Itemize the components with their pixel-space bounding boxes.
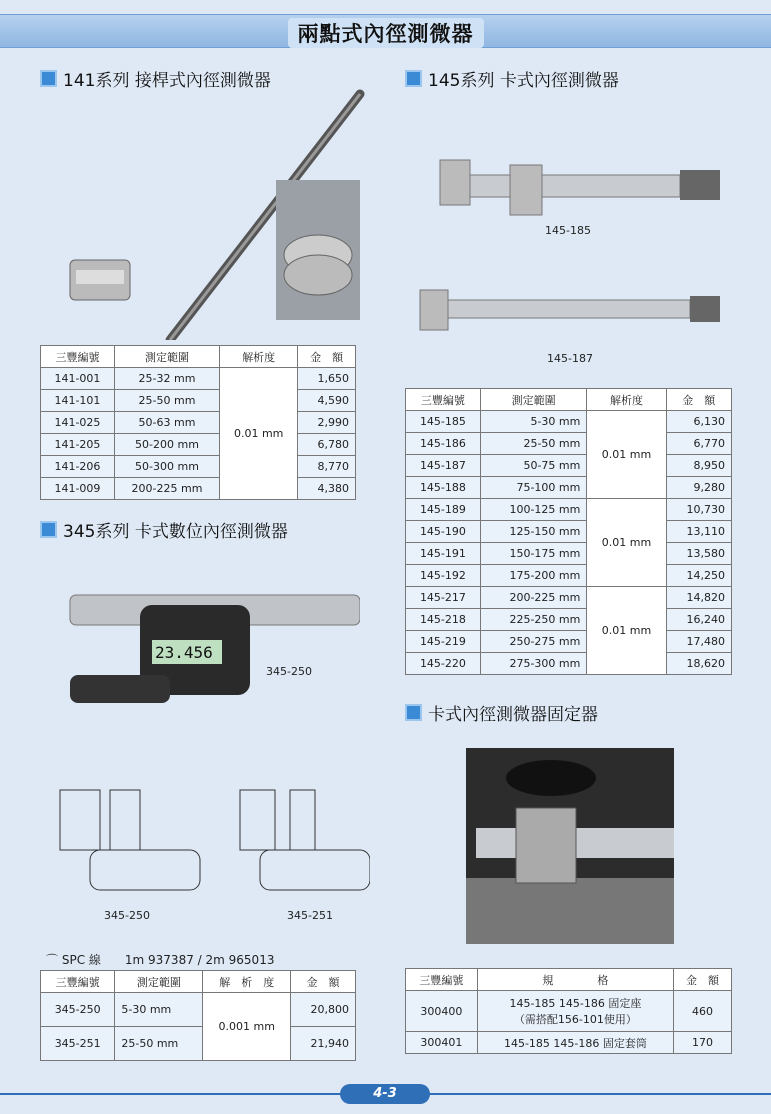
table-row: 145-190 125-150 mm 13,110: [406, 521, 732, 543]
table-row: 141-206 50-300 mm 8,770: [41, 456, 356, 478]
drawing-caption: 345-251: [287, 909, 333, 922]
table-row: 141-025 50-63 mm 2,990: [41, 412, 356, 434]
dimension-drawing: [40, 750, 370, 910]
table-345: 三豐編號 測定範圍 解 析 度 金 額 345-250 5-30 mm 0.001 mm 20,800 345-251 25-50 mm 21,940: [40, 970, 356, 1061]
spc-cable-info: ⌒ SPC 線 1m 937387 / 2m 965013: [46, 953, 275, 967]
table-holder: 三豐編號 規 格 金 額 300400 145-185 145-186 固定座 （需搭配156-101使用） 460 300401 145-185 145-186 固定套筒 170: [405, 968, 732, 1054]
bullet-square-icon: [405, 704, 422, 721]
table-row: 300401 145-185 145-186 固定套筒 170: [406, 1032, 732, 1054]
cable-icon: ⌒: [46, 953, 59, 967]
table-row: 300400 145-185 145-186 固定座 （需搭配156-101使用） 460: [406, 991, 732, 1032]
table-row: 145-220 275-300 mm 18,620: [406, 653, 732, 675]
table-row: 141-001 25-32 mm 0.01 mm 1,650: [41, 368, 356, 390]
table-row: 145-217 200-225 mm 0.01 mm 14,820: [406, 587, 732, 609]
table-141: 三豐編號 測定範圍 解析度 金 額 141-001 25-32 mm 0.01 mm 1,650 141-101 25-50 mm 4,590 141-025 50-63 mm 2,990 141-205 50-200 mm 6,780 141-206 50-300 mm 8,770 141-009 200-225 mm 4,380: [40, 345, 356, 500]
section-title-holder: 卡式內徑測微器固定器: [405, 700, 598, 725]
section-title-145: 145系列 卡式內徑測微器: [405, 66, 619, 91]
photo-caption: 345-250: [266, 665, 312, 678]
table-row: 145-189 100-125 mm 0.01 mm 10,730: [406, 499, 732, 521]
table-row: 145-218 225-250 mm 16,240: [406, 609, 732, 631]
table-row: 141-009 200-225 mm 4,380: [41, 478, 356, 500]
table-row: 345-251 25-50 mm 21,940: [41, 1027, 356, 1061]
page-number: 4-3: [340, 1084, 430, 1104]
table-row: 145-187 50-75 mm 8,950: [406, 455, 732, 477]
table-row: 145-219 250-275 mm 17,480: [406, 631, 732, 653]
table-row: 145-188 75-100 mm 9,280: [406, 477, 732, 499]
table-row: 145-186 25-50 mm 6,770: [406, 433, 732, 455]
lcd-display: 23.456: [155, 643, 213, 662]
table-row: 345-250 5-30 mm 0.001 mm 20,800: [41, 993, 356, 1027]
photo-caption: 145-187: [547, 352, 593, 365]
product-photo-345: [60, 565, 360, 715]
section-title-141: 141系列 接桿式內徑測微器: [40, 66, 271, 91]
table-row: 141-205 50-200 mm 6,780: [41, 434, 356, 456]
photo-caption: 145-185: [545, 224, 591, 237]
bullet-square-icon: [40, 521, 57, 538]
table-145: 三豐編號 測定範圍 解析度 金 額 145-185 5-30 mm 0.01 mm 6,130 145-186 25-50 mm 6,770 145-187 50-75 mm 8,950 145-188 75-100 mm 9,280 145-189 100-125 mm 0.01 mm 10,730 145-190 125-150 mm 13,110 145-191 150-175 mm 13,580 145-192 175-200 mm 14,250 145-217 200-225 mm 0.01 mm 14,820 145-218 225-250 mm 16,240 145-219 250-275 mm 17,480 145-220 275-300 mm 18,620: [405, 388, 732, 675]
page-title: 兩點式內徑測微器: [288, 18, 484, 48]
table-row: 145-191 150-175 mm 13,580: [406, 543, 732, 565]
drawing-caption: 345-250: [104, 909, 150, 922]
product-photo-holder: [466, 748, 674, 944]
table-row: 145-185 5-30 mm 0.01 mm 6,130: [406, 411, 732, 433]
table-row: 145-192 175-200 mm 14,250: [406, 565, 732, 587]
table-row: 141-101 25-50 mm 4,590: [41, 390, 356, 412]
product-photo-141: [40, 80, 365, 340]
page-banner: [0, 14, 771, 48]
product-photo-145: [410, 120, 730, 360]
section-title-345: 345系列 卡式數位內徑測微器: [40, 517, 288, 542]
bullet-square-icon: [405, 70, 422, 87]
